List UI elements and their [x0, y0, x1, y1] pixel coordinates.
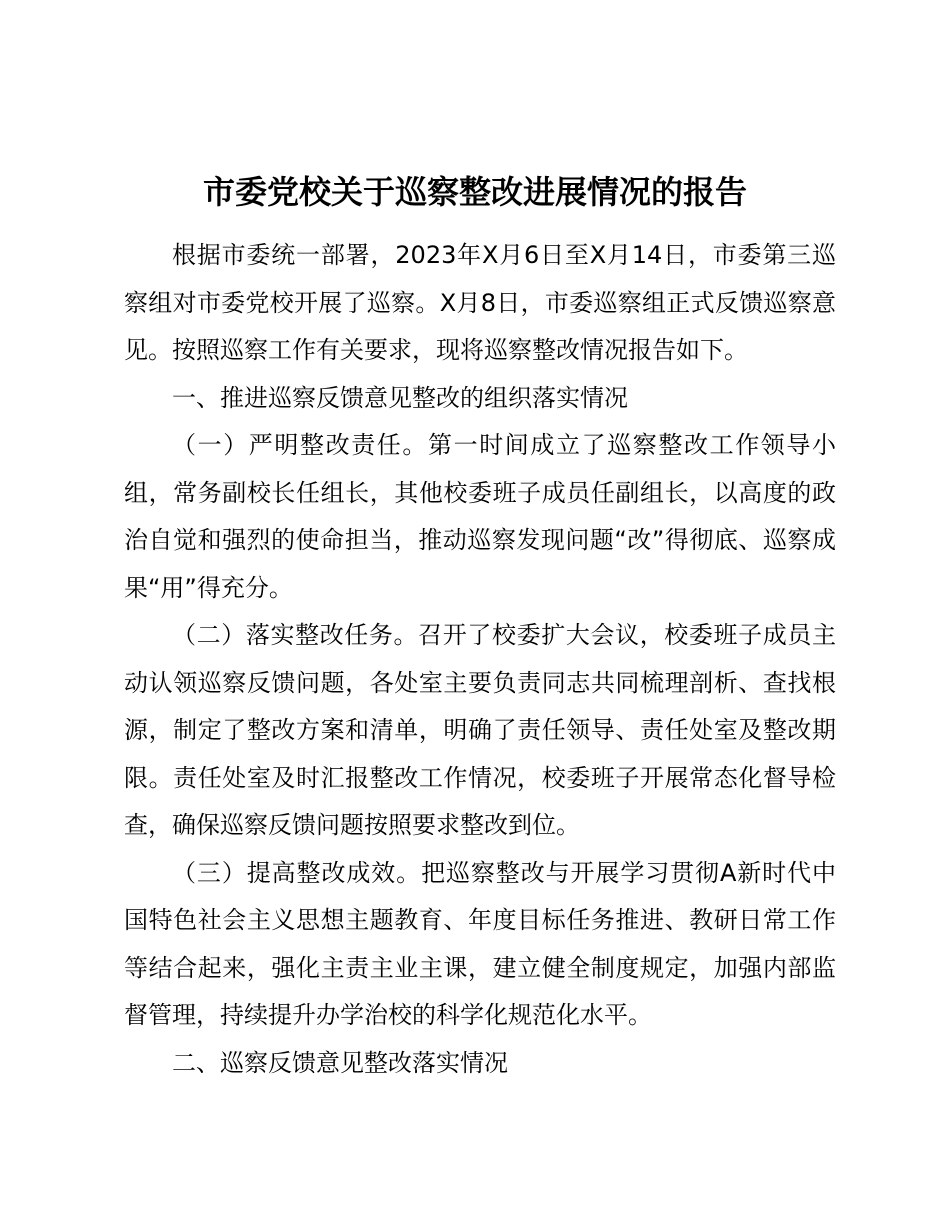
subsection-paragraph-3: （三）提高整改成效。把巡察整改与开展学习贯彻A新时代中国特色社会主义思想主题教育、年度目标任务推进、教研日常工作等结合起来，强化主责主业主课，建立健全制度规定，加强内部监督管理，持续提升办学治校的科学化规范化水平。: [124, 858, 836, 1029]
document-title: 市委党校关于巡察整改进展情况的报告: [202, 173, 747, 211]
subsection-paragraph-2: （二）落实整改任务。召开了校委扩大会议，校委班子成员主动认领巡察反馈问题，各处室主要负责同志共同梳理剖析、查找根源，制定了整改方案和清单，明确了责任领导、责任处室及整改期限。责任处室及时汇报整改工作情况，校委班子开展常态化督导检查，确保巡察反馈问题按照要求整改到位。: [124, 621, 836, 839]
subsection-paragraph-1: （一）严明整改责任。第一时间成立了巡察整改工作领导小组，常务副校长任组长，其他校委班子成员任副组长，以高度的政治自觉和强烈的使命担当，推动巡察发现问题“改”得彻底、巡察成果“用”得充分。: [124, 431, 836, 602]
intro-paragraph: 根据市委统一部署，2023年X月6日至X月14日，市委第三巡察组对市委党校开展了巡察。X月8日，市委巡察组正式反馈巡察意见。按照巡察工作有关要求，现将巡察整改情况报告如下。: [124, 241, 836, 364]
document-body: [124, 232, 836, 1087]
section-heading-2: 二、巡察反馈意见整改落实情况: [172, 1048, 508, 1077]
section-heading-1: 一、推进巡察反馈意见整改的组织落实情况: [172, 383, 628, 412]
